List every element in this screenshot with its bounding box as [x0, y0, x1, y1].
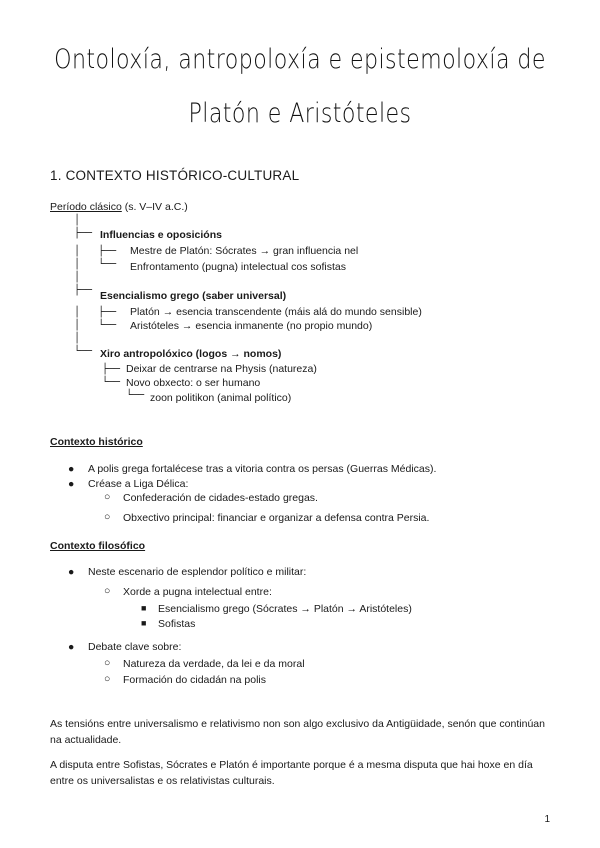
bullet-dot: ● [68, 566, 75, 578]
filosofico-bullet: Debate clave sobre: [88, 641, 182, 653]
filosofico-subbullet: Xorde a pugna intelectual entre: [123, 586, 272, 598]
document-title-line-2: Platón e Aristóteles [188, 98, 412, 129]
filosofico-heading: Contexto filosófico [50, 540, 146, 552]
historico-subbullet: Confederación de cidades-estado gregas. [123, 492, 318, 504]
bullet-dot: ● [68, 478, 75, 490]
branch-2-item: Platón → esencia transcendente (máis alá do mundo sensible) [130, 306, 422, 318]
period-label: Período clásico [50, 201, 122, 213]
bullet-dot: ● [68, 641, 75, 653]
period-line [50, 201, 188, 214]
document-title-line-1: Ontoloxía, antropoloxía e epistemoloxía de [54, 44, 546, 75]
branch-2-title: Esencialismo grego (saber universal) [100, 290, 287, 302]
tree-connector: │ ├── │ └── │ ├── [74, 246, 117, 296]
filosofico-subbullet: Formación do cidadán na polis [123, 674, 267, 686]
historico-bullet: Créase a Liga Délica: [88, 478, 189, 490]
filosofico-subbullet: Natureza da verdade, da lei e da moral [123, 658, 305, 670]
bullet-circle: ○ [104, 657, 111, 669]
tree-connector: │ ├── │ └── │ └── [74, 307, 117, 357]
historico-heading: Contexto histórico [50, 436, 143, 448]
branch-2-item: Aristóteles → esencia inmanente (no propio mundo) [130, 320, 373, 332]
branch-3-sub-item: zoon politikon (animal político) [150, 392, 292, 404]
paragraph: A disputa entre Sofistas, Sócrates e Platón é importante porque é a mesma disputa que hai hoxe en día entre os universalistas e os relativistas culturais. [50, 759, 533, 787]
bullet-square: ■ [141, 603, 147, 613]
filosofico-bullet: Neste escenario de esplendor político e militar: [88, 566, 307, 578]
historico-bullet: A polis grega fortalécese tras a vitoria contra os persas (Guerras Médicas). [88, 463, 437, 475]
tree-connector: │ ├── [74, 215, 93, 239]
bullet-circle: ○ [104, 511, 111, 523]
branch-1-item: Enfrontamento (pugna) intelectual cos sofistas [130, 261, 346, 273]
bullet-circle: ○ [104, 585, 111, 597]
branch-3-item: Novo obxecto: o ser humano [126, 377, 261, 389]
page-number: 1 [544, 814, 550, 825]
paragraph: As tensións entre universalismo e relativismo non son algo exclusivo da Antigüidade, senón que continúan na actualidade. [50, 718, 545, 746]
filosofico-subsub: Sofistas [158, 618, 196, 630]
branch-3-title: Xiro antropolóxico (logos → nomos) [100, 348, 282, 360]
filosofico-subsub: Esencialismo grego (Sócrates → Platón → Aristóteles) [158, 603, 412, 615]
bullet-circle: ○ [104, 491, 111, 503]
branch-1-item: Mestre de Platón: Sócrates → gran influencia nel [130, 245, 359, 257]
tree-connector: ├── └── └── [102, 364, 145, 401]
branch-3-item: Deixar de centrarse na Physis (natureza) [126, 363, 317, 375]
bullet-dot: ● [68, 463, 75, 475]
historico-subbullet: Obxectivo principal: financiar e organizar a defensa contra Persia. [123, 512, 430, 524]
period-note: (s. V–IV a.C.) [124, 201, 188, 213]
bullet-circle: ○ [104, 673, 111, 685]
section-heading: 1. CONTEXTO HISTÓRICO-CULTURAL [50, 168, 300, 183]
branch-1-title: Influencias e oposicións [100, 229, 222, 241]
bullet-square: ■ [141, 618, 147, 628]
